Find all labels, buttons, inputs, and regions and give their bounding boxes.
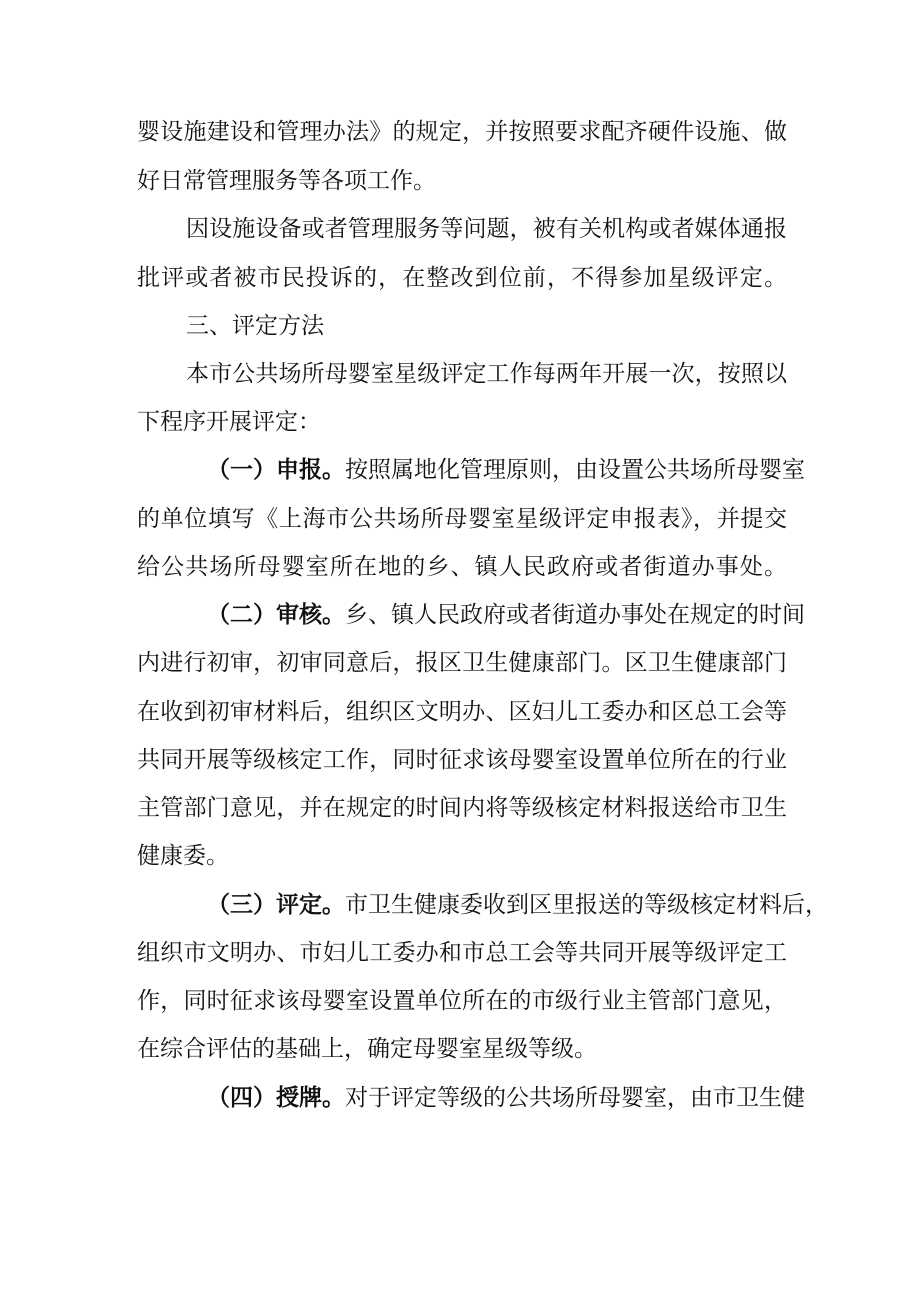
text-line: 在综合评估的基础上，确定母婴室星级等级。 bbox=[137, 1036, 597, 1062]
text-line: 按照属地化管理原则，由设置公共场所母婴室 bbox=[345, 457, 805, 483]
text-line: 婴设施建设和管理办法》的规定，并按照要求配齐硬件设施、做 bbox=[137, 119, 787, 145]
paragraph-first-line bbox=[207, 890, 828, 920]
text-line: 共同开展等级核定工作，同时征求该母婴室设置单位所在的行业 bbox=[137, 747, 787, 773]
text-line: 因设施设备或者管理服务等问题，被有关机构或者媒体通报 bbox=[186, 216, 787, 242]
subheading-review: （二）审核。 bbox=[207, 602, 345, 628]
paragraph-first-line bbox=[207, 600, 805, 630]
text-line: 市卫生健康委收到区里报送的等级核定材料后， bbox=[345, 892, 828, 918]
text-line: 的单位填写《上海市公共场所母婴室星级评定申报表》，并提交 bbox=[137, 506, 787, 532]
subheading-apply: （一）申报。 bbox=[207, 457, 345, 483]
text-line: 批评或者被市民投诉的，在整改到位前，不得参加星级评定。 bbox=[137, 265, 787, 291]
text-line: 内进行初审，初审同意后，报区卫生健康部门。区卫生健康部门 bbox=[137, 650, 787, 676]
paragraph-first-line bbox=[207, 455, 805, 485]
subheading-evaluate: （三）评定。 bbox=[207, 892, 345, 918]
text-line: 乡、镇人民政府或者街道办事处在规定的时间 bbox=[345, 602, 805, 628]
text-line: 在收到初审材料后，组织区文明办、区妇儿工委办和区总工会等 bbox=[137, 699, 787, 725]
text-line: 主管部门意见，并在规定的时间内将等级核定材料报送给市卫生 bbox=[137, 795, 787, 821]
text-line: 组织市文明办、市妇儿工委办和市总工会等共同开展等级评定工 bbox=[137, 940, 787, 966]
text-line: 本市公共场所母婴室星级评定工作每两年开展一次，按照以 bbox=[186, 361, 787, 387]
paragraph-first-line bbox=[207, 1083, 805, 1113]
section-heading: 三、评定方法 bbox=[186, 313, 324, 339]
text-line: 给公共场所母婴室所在地的乡、镇人民政府或者街道办事处。 bbox=[137, 554, 787, 580]
subheading-award: （四）授牌。 bbox=[207, 1085, 345, 1111]
text-line: 对于评定等级的公共场所母婴室，由市卫生健 bbox=[345, 1085, 805, 1111]
text-line: 健康委。 bbox=[137, 843, 229, 869]
text-line: 好日常管理服务等各项工作。 bbox=[137, 168, 436, 194]
text-line: 下程序开展评定： bbox=[137, 409, 321, 435]
text-line: 作，同时征求该母婴室设置单位所在的市级行业主管部门意见， bbox=[137, 988, 787, 1014]
